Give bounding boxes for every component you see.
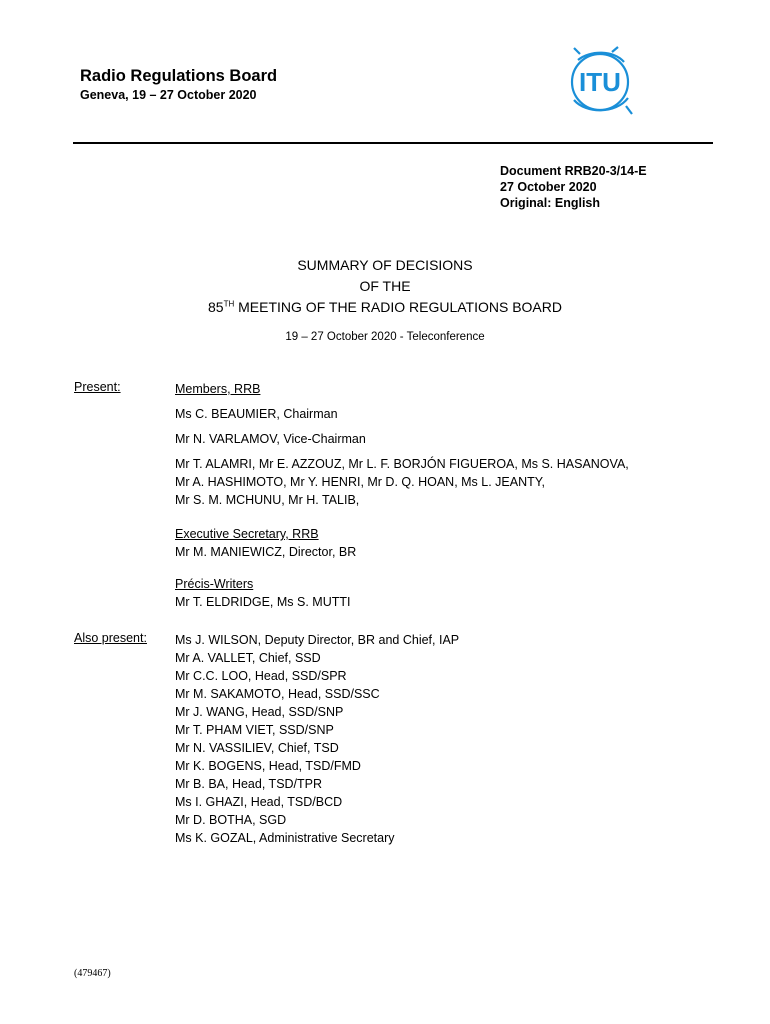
list-item: Ms K. GOZAL, Administrative Secretary [175, 831, 395, 845]
list-item: Mr A. VALLET, Chief, SSD [175, 651, 321, 665]
title-line-2: OF THE [359, 278, 411, 294]
document-info [500, 163, 647, 211]
document-title [0, 255, 770, 318]
footer-reference: (479467) [74, 968, 111, 979]
chairman: Ms C. BEAUMIER, Chairman [175, 407, 338, 421]
document-original: Original: English [500, 196, 601, 210]
precis-writers-names: Mr T. ELDRIDGE, Ms S. MUTTI [175, 595, 351, 609]
title-line-3 [0, 297, 770, 318]
title-line-1: SUMMARY OF DECISIONS [297, 257, 473, 273]
present-list [175, 380, 629, 611]
also-present-list [175, 631, 459, 847]
members-heading: Members, RRB [175, 382, 261, 396]
list-item: Mr B. BA, Head, TSD/TPR [175, 777, 323, 791]
members-line: Mr S. M. MCHUNU, Mr H. TALIB, [175, 493, 360, 507]
list-item: Ms I. GHAZI, Head, TSD/BCD [175, 795, 343, 809]
list-item: Mr J. WANG, Head, SSD/SNP [175, 705, 344, 719]
executive-secretary-heading: Executive Secretary, RRB [175, 527, 319, 541]
list-item: Mr C.C. LOO, Head, SSD/SPR [175, 669, 347, 683]
executive-secretary-name: Mr M. MANIEWICZ, Director, BR [175, 545, 357, 559]
title-line-3-rest: MEETING OF THE RADIO REGULATIONS BOARD [234, 299, 562, 315]
meeting-dateline: 19 – 27 October 2020 - Teleconference [285, 331, 485, 343]
document-date: 27 October 2020 [500, 180, 597, 194]
list-item: Mr D. BOTHA, SGD [175, 813, 287, 827]
vice-chairman: Mr N. VARLAMOV, Vice-Chairman [175, 432, 366, 446]
list-item: Mr N. VASSILIEV, Chief, TSD [175, 741, 339, 755]
header-divider [73, 142, 713, 144]
present-label: Present: [74, 380, 121, 394]
members-line: Mr T. ALAMRI, Mr E. AZZOUZ, Mr L. F. BORJÓN FIGUEROA, Ms S. HASANOVA, [175, 457, 629, 471]
also-present-label: Also present: [74, 631, 147, 645]
members-line: Mr A. HASHIMOTO, Mr Y. HENRI, Mr D. Q. HOAN, Ms L. JEANTY, [175, 475, 545, 489]
meeting-number: 85 [208, 299, 224, 315]
itu-logo [560, 46, 640, 118]
precis-writers-heading: Précis-Writers [175, 577, 254, 591]
board-title: Radio Regulations Board [80, 67, 278, 85]
list-item: Mr T. PHAM VIET, SSD/SNP [175, 723, 334, 737]
logo-text: ITU [579, 67, 621, 97]
meeting-number-suffix: TH [223, 299, 235, 309]
list-item: Mr M. SAKAMOTO, Head, SSD/SSC [175, 687, 380, 701]
meeting-place-date: Geneva, 19 – 27 October 2020 [80, 88, 257, 102]
document-number: Document RRB20-3/14-E [500, 164, 647, 178]
list-item: Ms J. WILSON, Deputy Director, BR and Chief, IAP [175, 633, 460, 647]
list-item: Mr K. BOGENS, Head, TSD/FMD [175, 759, 361, 773]
